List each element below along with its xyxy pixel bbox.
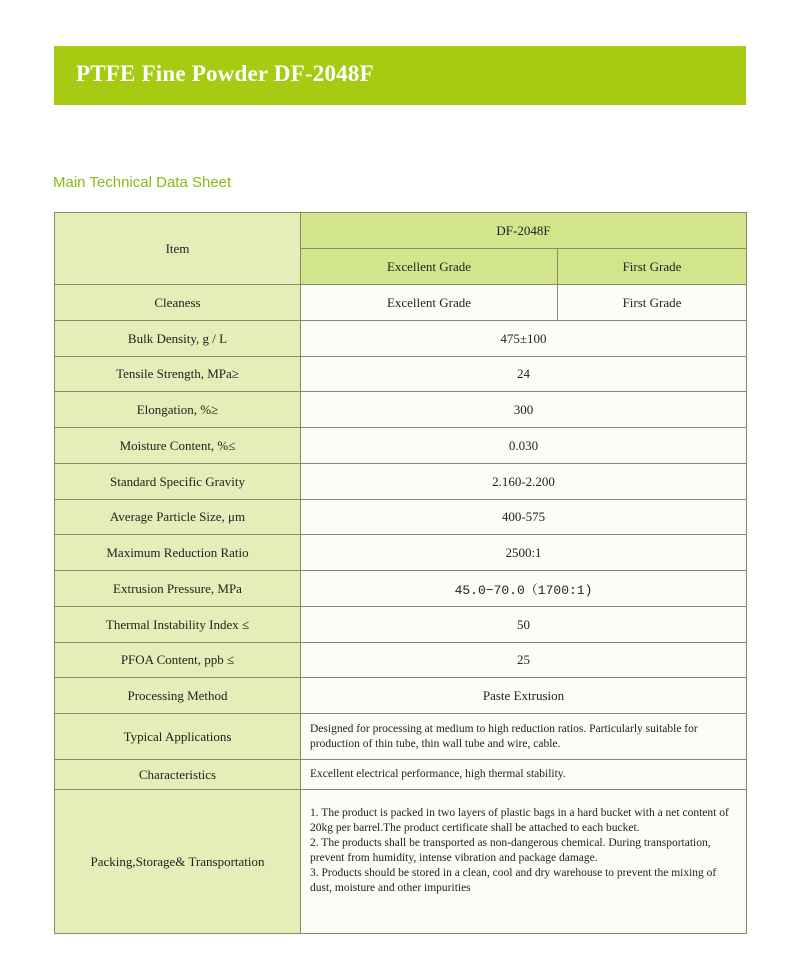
row-label: Extrusion Pressure, MPa (55, 571, 301, 607)
table-row (55, 500, 747, 535)
table-row (55, 714, 747, 760)
applications-text: Designed for processing at medium to high reduction ratios. Particularly suitable for production of thin tube, thin wall tube and wire, cable. (301, 714, 747, 760)
table-row (55, 428, 747, 464)
row-label: Thermal Instability Index ≤ (55, 607, 301, 643)
table-row (55, 285, 747, 321)
row-label: Packing,Storage& Transportation (55, 790, 301, 934)
table-row (55, 760, 747, 790)
packing-text (301, 790, 747, 934)
section-title: Main Technical Data Sheet (53, 174, 232, 191)
row-value: 400-575 (301, 500, 747, 535)
table-row (55, 464, 747, 500)
table-row (55, 678, 747, 714)
row-value: 2.160-2.200 (301, 464, 747, 500)
row-label: Elongation, %≥ (55, 392, 301, 428)
row-value: 50 (301, 607, 747, 643)
row-label: Typical Applications (55, 714, 301, 760)
table-row (55, 790, 747, 934)
row-value: Paste Extrusion (301, 678, 747, 714)
row-value: 300 (301, 392, 747, 428)
row-value: 24 (301, 357, 747, 392)
row-value: 25 (301, 643, 747, 678)
model-header: DF-2048F (301, 213, 747, 249)
row-label: Tensile Strength, MPa≥ (55, 357, 301, 392)
table-row (55, 357, 747, 392)
row-value-first: First Grade (558, 285, 747, 321)
table-row (55, 607, 747, 643)
title-banner (54, 46, 746, 105)
row-value: 0.030 (301, 428, 747, 464)
packing-item-1: 1. The product is packed in two layers of plastic bags in a hard bucket with a net content of 20kg per barrel.The product certificate shall be attached to each bucket. (310, 807, 729, 834)
packing-item-3: 3. Products should be stored in a clean, cool and dry warehouse to prevent the mixing of dust, moisture and other impurities (310, 867, 717, 894)
table-row (55, 535, 747, 571)
row-value: 475±100 (301, 321, 747, 357)
table-row (55, 643, 747, 678)
row-label: Cleaness (55, 285, 301, 321)
grade-excellent-header: Excellent Grade (301, 249, 558, 285)
table-row (55, 392, 747, 428)
row-label: Moisture Content, %≤ (55, 428, 301, 464)
packing-item-2: 2. The products shall be transported as non-dangerous chemical. During transportation, prevent from humidity, intense vibration and package damage. (310, 837, 711, 864)
row-value: 45.0−70.0（1700:1) (301, 571, 747, 607)
row-value: 2500:1 (301, 535, 747, 571)
item-header: Item (55, 213, 301, 285)
row-label: Average Particle Size, μm (55, 500, 301, 535)
page-title: PTFE Fine Powder DF-2048F (76, 61, 374, 86)
row-label: Maximum Reduction Ratio (55, 535, 301, 571)
row-label: Standard Specific Gravity (55, 464, 301, 500)
row-label: PFOA Content, ppb ≤ (55, 643, 301, 678)
row-label: Characteristics (55, 760, 301, 790)
table-row (55, 571, 747, 607)
technical-data-table (54, 212, 747, 934)
grade-first-header: First Grade (558, 249, 747, 285)
row-label: Bulk Density, g / L (55, 321, 301, 357)
row-value-excellent: Excellent Grade (301, 285, 558, 321)
table-row (55, 321, 747, 357)
row-label: Processing Method (55, 678, 301, 714)
characteristics-text: Excellent electrical performance, high thermal stability. (301, 760, 747, 790)
